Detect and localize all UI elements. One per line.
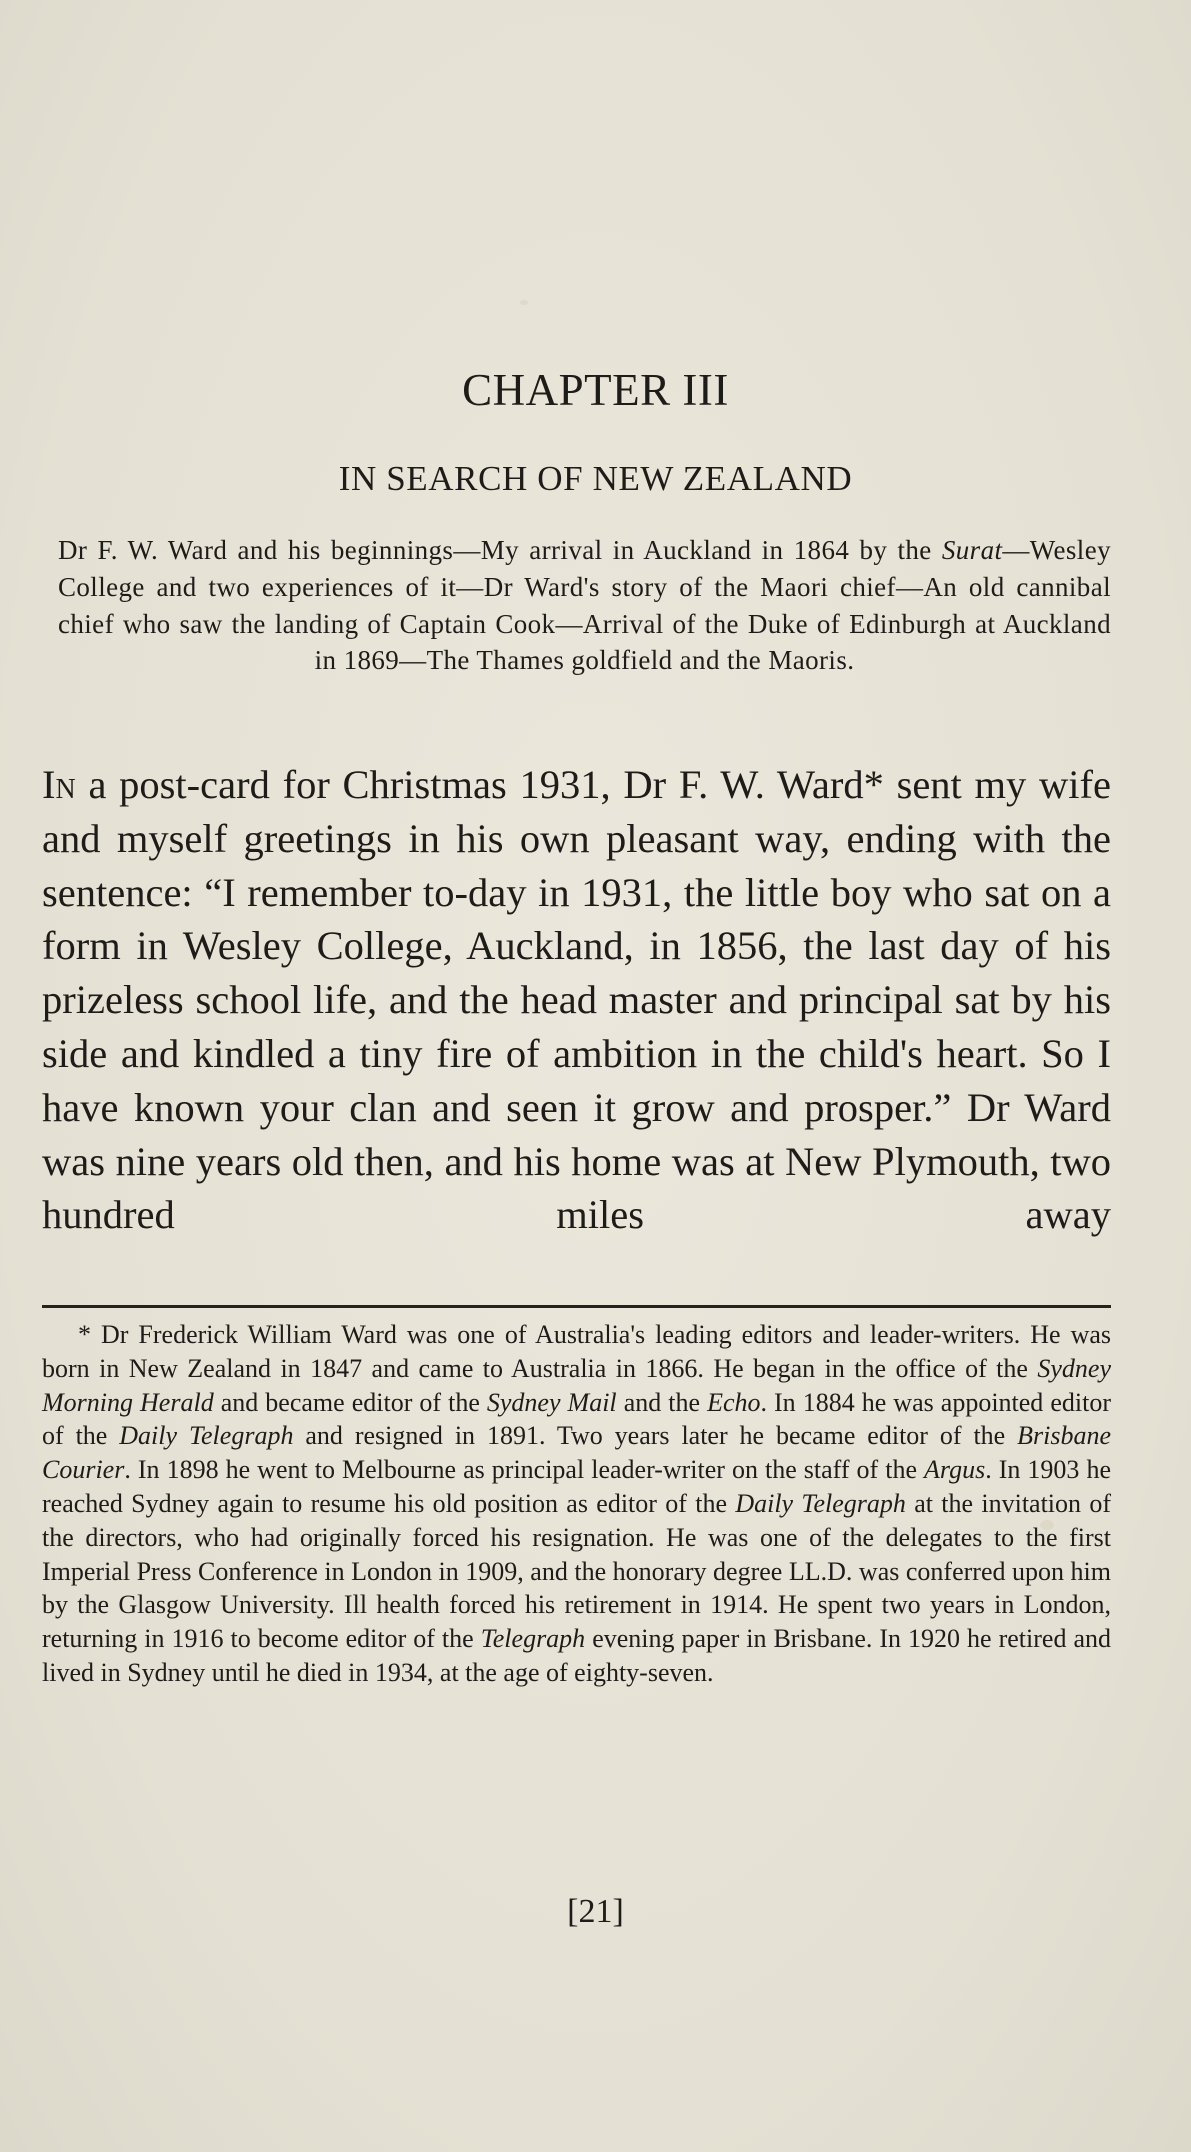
footnote-text: and resigned in 1891. Two years later he became editor of the [293,1421,1018,1451]
footnote-italic: Brisbane Courier [42,1421,1112,1485]
footnote-italic: Argus [924,1455,986,1485]
footnote-italic: Echo [707,1387,761,1417]
synopsis-text: Dr F. W. Ward and his beginnings—My arrival in Auckland in 1864 by the [58,535,942,565]
chapter-title: CHAPTER III [462,365,729,415]
paper-stain [520,300,528,305]
footnote-marker: * [78,1320,91,1349]
footnote-divider [42,1305,1111,1308]
footnote-italic: Sydney Mail [486,1387,617,1417]
page-number: [21] [567,1893,624,1930]
footnote-italic: Daily Telegraph [119,1421,294,1451]
footnote-paragraph [42,1318,1111,1690]
body-text: a post-card for Christmas 1931, Dr F. W. Ward* sent my wife and myself greetings in his own pleasant way, ending with the sentence: “I remember to-day in 1931, the little boy who sat on a form in Wesley College, Auckland, in 1856, the last day of his prizeless school life, and the head master and principal sat by his side and kindled a tiny fire of ambition in the child's heart. So I have known your clan and seen it grow and prosper.” Dr Ward was nine years old then, and his home was at New Plymouth, two hundred miles away [42,762,1111,1238]
footnote-italic: Daily Telegraph [735,1488,906,1518]
footnote-italic: Telegraph [480,1624,586,1654]
chapter-synopsis [0,532,1191,679]
footnote-text: evening paper in Brisbane. In 1920 he retired and lived in Sydney until he died in 1934, at the age of eighty-seven. [42,1624,1111,1687]
footnote-text: Dr Frederick William Ward was one of Australia's leading editors and leader-writers. He was born in New Zealand in 1847 and came to Australia in 1866. He began in the office of the [42,1320,1111,1383]
footnote-italic: Sydney Morning Herald [42,1353,1111,1417]
body-paragraph [0,758,1191,1242]
chapter-subtitle: IN SEARCH OF NEW ZEALAND [338,459,853,498]
footnote-text: at the invitation of the directors, who had originally forced his resignation. He was one of the delegates to the first Imperial Press Conference in London in 1909, and the honorary degree LL.D. was conferred upon him by the Glasgow University. Ill health forced his retirement in 1914. He spent two years in London, returning in 1916 to become editor of the [42,1488,1111,1654]
footnote [0,1318,1191,1690]
footnote-text: and the [616,1387,708,1417]
synopsis-text: —Wesley College and two experiences of it—Dr Ward's story of the Maori chief—An old cannibal chief who saw the landing of Captain Cook—Arrival of the Duke of Edinburgh at Auckland in 1869—The Thames goldfield and the Maoris. [58,535,1111,676]
synopsis-ship-name: Surat [941,535,1003,565]
footnote-text: . In 1903 he reached Sydney again to resume his old position as editor of the [42,1455,1111,1518]
footnote-text: and became editor of the [213,1387,487,1417]
lead-word: In [42,762,76,807]
footnote-text: . In 1884 he was appointed editor of the [42,1387,1111,1451]
footnote-text: . In 1898 he went to Melbourne as principal leader-writer on the staff of the [124,1455,925,1485]
